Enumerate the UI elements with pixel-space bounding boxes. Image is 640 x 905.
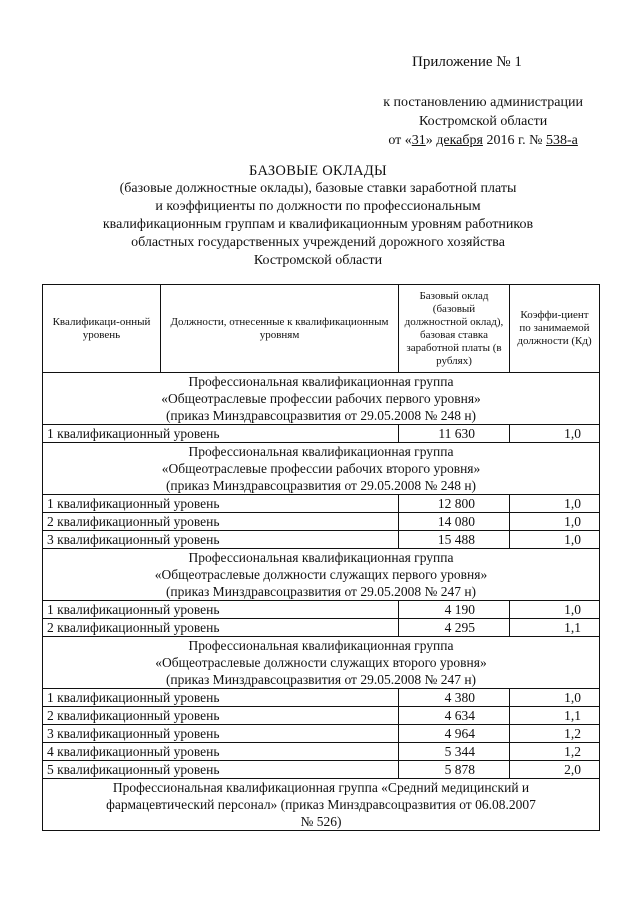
group-title-line: Профессиональная квалификационная группа: [188, 374, 454, 389]
group-title-line: «Общеотраслевые профессии рабочих первого уровня»: [161, 391, 481, 406]
group-title: [43, 779, 600, 831]
title-line: областных государственных учреждений дорожного хозяйства: [131, 235, 505, 250]
appendix-title: Приложение № 1: [412, 54, 522, 70]
salary-cell: 11 630: [399, 425, 510, 443]
table-row: [43, 689, 600, 707]
salary-table: [42, 284, 600, 831]
coef-cell: 1,0: [510, 531, 600, 549]
appendix-reference: [383, 93, 583, 150]
group-title-line: «Общеотраслевые должности служащих второго уровня»: [155, 655, 487, 670]
table-row: [43, 761, 600, 779]
group-title-line: (приказ Минздравсоцразвития от 29.05.2008 № 247 н): [165, 672, 477, 687]
level-name-cell: 1 квалификационный уровень: [43, 425, 399, 443]
level-name-cell: 1 квалификационный уровень: [43, 495, 399, 513]
title-line: Костромской области: [253, 253, 383, 268]
group-title-line: фармацевтический персонал» (приказ Минздравсоцразвития от 06.08.2007: [106, 797, 536, 812]
appendix-line-2: Костромской области: [419, 114, 548, 129]
header-positions: Должности, отнесенные к квалификационным уровням: [161, 285, 399, 373]
group-title-line: «Общеотраслевые должности служащих первого уровня»: [154, 567, 488, 582]
salary-cell: 5 344: [399, 743, 510, 761]
salary-cell: 15 488: [399, 531, 510, 549]
date-year: 2016 г. №: [482, 133, 546, 148]
salary-cell: 4 380: [399, 689, 510, 707]
title-line: квалификационным группам и квалификационным уровням работников: [102, 217, 534, 232]
table-row: [43, 601, 600, 619]
coef-cell: 1,2: [510, 743, 600, 761]
salary-cell: 5 878: [399, 761, 510, 779]
coef-cell: 1,1: [510, 619, 600, 637]
group-header-row: [43, 779, 600, 831]
salary-cell: 14 080: [399, 513, 510, 531]
level-name-cell: 2 квалификационный уровень: [43, 513, 399, 531]
level-name-cell: 5 квалификационный уровень: [43, 761, 399, 779]
salary-cell: 4 190: [399, 601, 510, 619]
table-row: [43, 707, 600, 725]
appendix-line-1: к постановлению администрации: [383, 95, 583, 110]
salary-cell: 4 295: [399, 619, 510, 637]
table-row: [43, 531, 600, 549]
coef-cell: 1,0: [510, 495, 600, 513]
group-title-line: № 526): [300, 814, 342, 829]
level-name-cell: 3 квалификационный уровень: [43, 531, 399, 549]
group-header-row: [43, 637, 600, 689]
header-salary: Базовый оклад (базовый должностной оклад), базовая ставка заработной платы (в рублях): [399, 285, 510, 373]
level-name-cell: 3 квалификационный уровень: [43, 725, 399, 743]
group-title-line: «Общеотраслевые профессии рабочих второго уровня»: [161, 461, 481, 476]
date-prefix: от «: [388, 133, 412, 148]
header-coef: Коэффи-циент по занимаемой должности (Кд): [510, 285, 600, 373]
group-title-line: (приказ Минздравсоцразвития от 29.05.2008 № 247 н): [165, 584, 477, 599]
group-title-line: Профессиональная квалификационная группа: [188, 444, 454, 459]
group-title: [43, 443, 600, 495]
level-name-cell: 1 квалификационный уровень: [43, 689, 399, 707]
document-title: [40, 162, 596, 270]
group-title-line: (приказ Минздравсоцразвития от 29.05.2008 № 248 н): [165, 478, 477, 493]
table-row: [43, 725, 600, 743]
date-day: 31: [411, 133, 426, 148]
coef-cell: 1,0: [510, 425, 600, 443]
table-header-row: [43, 285, 600, 373]
salary-cell: 4 964: [399, 725, 510, 743]
level-name-cell: 2 квалификационный уровень: [43, 619, 399, 637]
group-title: [43, 637, 600, 689]
group-header-row: [43, 373, 600, 425]
table-row: [43, 619, 600, 637]
header-level: Квалификаци-онный уровень: [43, 285, 161, 373]
level-name-cell: 1 квалификационный уровень: [43, 601, 399, 619]
group-title-line: (приказ Минздравсоцразвития от 29.05.2008 № 248 н): [165, 408, 477, 423]
title-main: БАЗОВЫЕ ОКЛАДЫ: [249, 163, 387, 179]
group-title: [43, 373, 600, 425]
coef-cell: 1,2: [510, 725, 600, 743]
group-header-row: [43, 443, 600, 495]
level-name-cell: 4 квалификационный уровень: [43, 743, 399, 761]
coef-cell: 1,1: [510, 707, 600, 725]
group-title-line: Профессиональная квалификационная группа: [188, 638, 454, 653]
group-title-line: Профессиональная квалификационная группа: [188, 550, 454, 565]
table-row: [43, 425, 600, 443]
title-line: и коэффициенты по должности по профессиональным: [155, 199, 481, 214]
coef-cell: 1,0: [510, 513, 600, 531]
coef-cell: 2,0: [510, 761, 600, 779]
table-row: [43, 743, 600, 761]
salary-cell: 4 634: [399, 707, 510, 725]
table-row: [43, 513, 600, 531]
group-header-row: [43, 549, 600, 601]
salary-cell: 12 800: [399, 495, 510, 513]
date-month: декабря: [436, 133, 483, 148]
coef-cell: 1,0: [510, 601, 600, 619]
decree-number: 538-а: [545, 133, 578, 148]
group-title: [43, 549, 600, 601]
appendix-date-line: [383, 131, 583, 150]
title-line: (базовые должностные оклады), базовые ставки заработной платы: [119, 181, 517, 196]
coef-cell: 1,0: [510, 689, 600, 707]
table-row: [43, 495, 600, 513]
level-name-cell: 2 квалификационный уровень: [43, 707, 399, 725]
group-title-line: Профессиональная квалификационная группа «Средний медицинский и: [112, 780, 530, 795]
date-mid: »: [425, 133, 437, 148]
